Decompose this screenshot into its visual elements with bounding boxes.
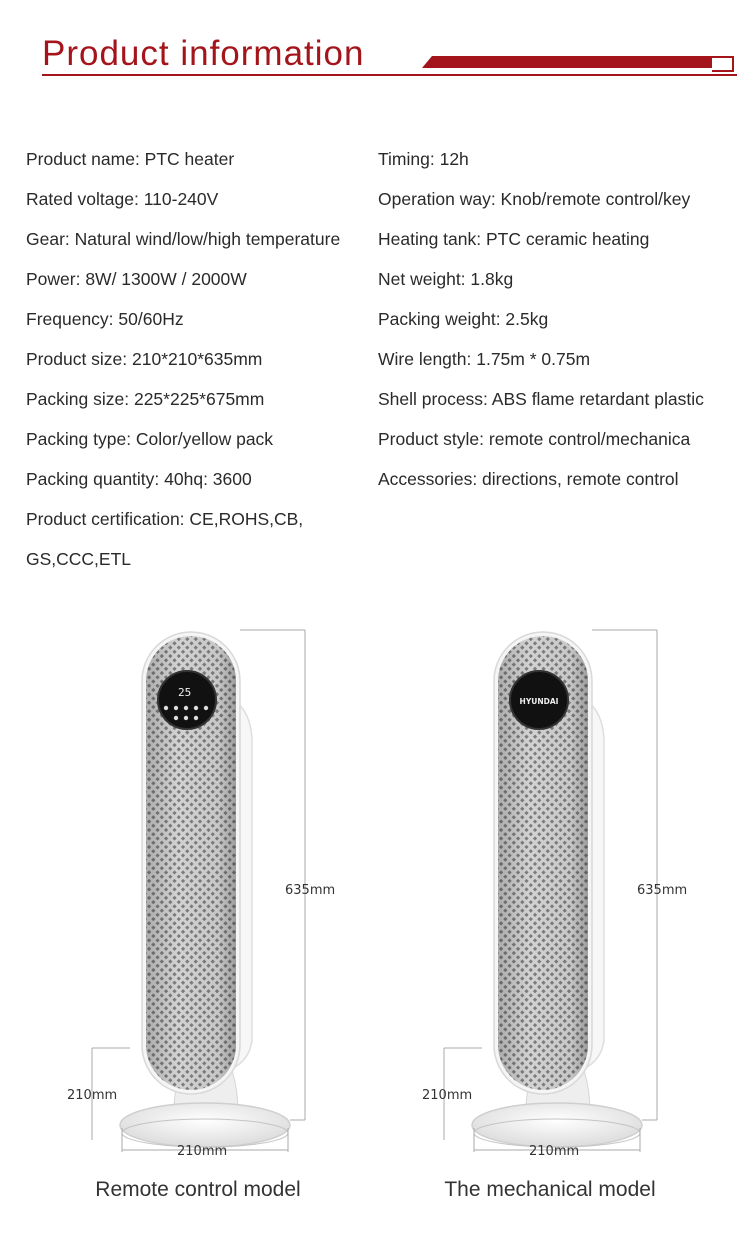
spec-product-size: Product size: 210*210*635mm: [26, 349, 263, 369]
spec-list-left: [26, 146, 371, 586]
depth-dimension-label: 210mm: [422, 1088, 473, 1103]
width-dimension-label: 210mm: [177, 1144, 228, 1159]
spec-net-weight: Net weight: 1.8kg: [378, 269, 514, 289]
heater-illustration-remote: [60, 620, 380, 1180]
height-dimension-label: 635mm: [285, 883, 336, 898]
spec-certification: Product certification: CE,ROHS,CB,: [26, 509, 304, 529]
spec-timing: Timing: 12h: [378, 149, 469, 169]
spec-certification-cont: GS,CCC,ETL: [26, 549, 132, 569]
caption-remote-model: Remote control model: [95, 1178, 301, 1201]
display-temperature: 25: [178, 686, 192, 699]
spec-heating-tank: Heating tank: PTC ceramic heating: [378, 229, 650, 249]
spec-gear: Gear: Natural wind/low/high temperature: [26, 229, 341, 249]
height-dimension-label: 635mm: [637, 883, 688, 898]
brand-logo-text: HYUNDAI: [519, 697, 559, 706]
spec-packing-type: Packing type: Color/yellow pack: [26, 429, 274, 449]
page-title: Product information: [42, 34, 365, 73]
spec-wire-length: Wire length: 1.75m * 0.75m: [378, 349, 591, 369]
spec-packing-size: Packing size: 225*225*675mm: [26, 389, 265, 409]
spec-frequency: Frequency: 50/60Hz: [26, 309, 184, 329]
caption-mechanical-model: The mechanical model: [444, 1178, 656, 1201]
spec-shell-process: Shell process: ABS flame retardant plastic: [378, 389, 704, 409]
product-mechanical-model: [412, 620, 732, 1180]
header-divider: [42, 74, 737, 76]
spec-product-style: Product style: remote control/mechanica: [378, 429, 691, 449]
header-accent-box: [712, 56, 734, 72]
heater-illustration-mechanical: [412, 620, 732, 1180]
depth-dimension-label: 210mm: [67, 1088, 118, 1103]
spec-accessories: Accessories: directions, remote control: [378, 469, 679, 489]
spec-power: Power: 8W/ 1300W / 2000W: [26, 269, 247, 289]
spec-packing-quantity: Packing quantity: 40hq: 3600: [26, 469, 252, 489]
width-dimension-label: 210mm: [529, 1144, 580, 1159]
spec-list-right: [378, 146, 738, 506]
spec-product-name: Product name: PTC heater: [26, 149, 235, 169]
control-display: [158, 671, 216, 729]
header-accent-bar: [422, 56, 712, 68]
product-remote-model: [60, 620, 380, 1180]
spec-rated-voltage: Rated voltage: 110-240V: [26, 189, 219, 209]
spec-packing-weight: Packing weight: 2.5kg: [378, 309, 549, 329]
spec-operation-way: Operation way: Knob/remote control/key: [378, 189, 691, 209]
